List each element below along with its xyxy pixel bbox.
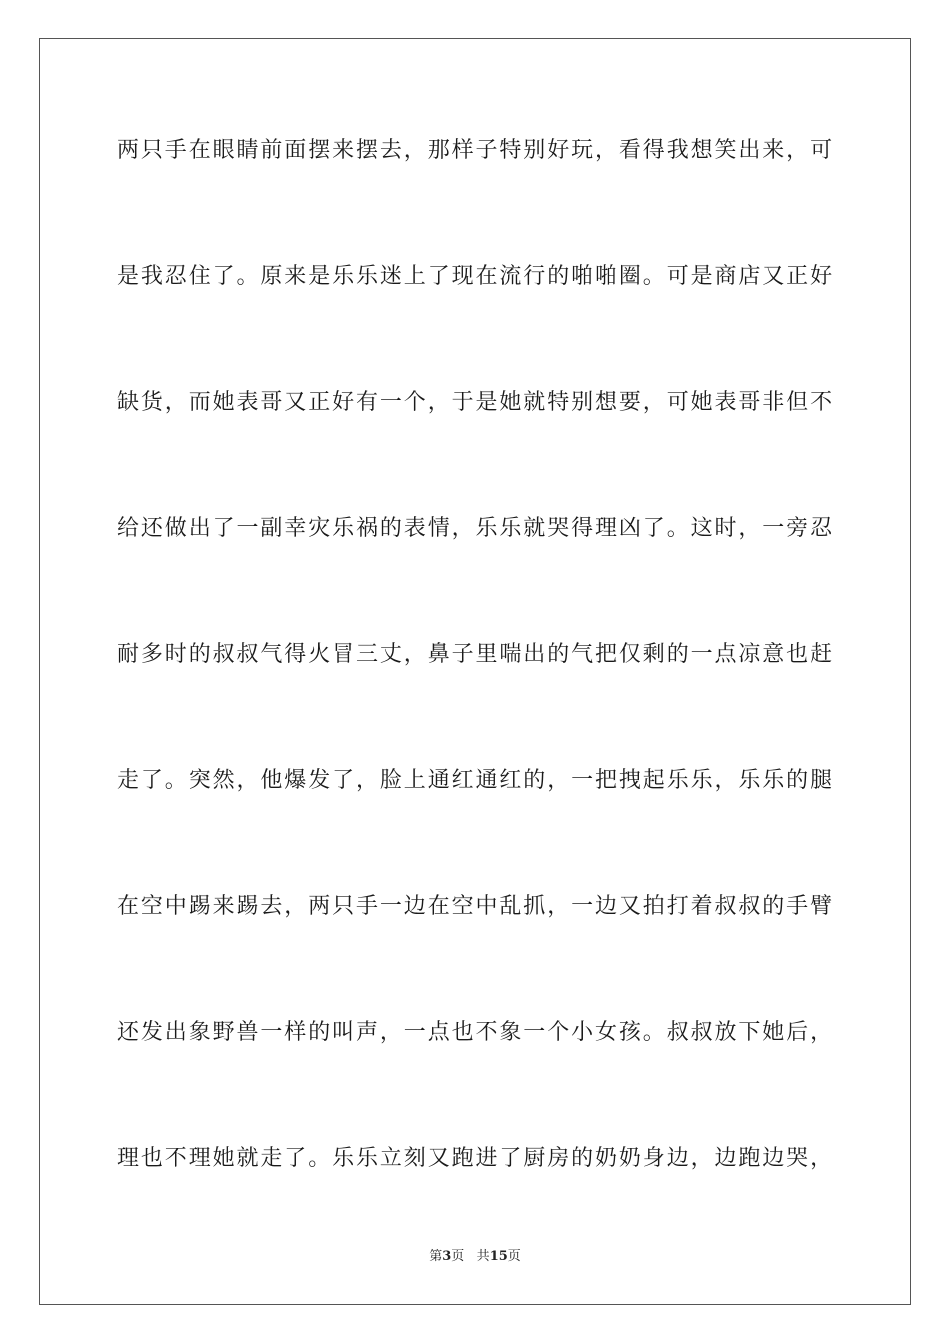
page-footer: [0, 1247, 950, 1267]
text-line: 在空中踢来踢去，两只手一边在空中乱抓，一边又拍打着叔叔的手臂: [117, 894, 833, 919]
page-suffix: 页: [451, 1249, 465, 1264]
page-prefix: 第: [429, 1249, 443, 1264]
text-line: 理也不理她就走了。乐乐立刻又跑进了厨房的奶奶身边，边跑边哭，: [117, 1146, 833, 1171]
text-line: 缺货，而她表哥又正好有一个，于是她就特别想要，可她表哥非但不: [117, 390, 833, 415]
body-text: [117, 128, 833, 1262]
total-prefix: 共: [476, 1249, 490, 1264]
text-line: 还发出象野兽一样的叫声，一点也不象一个小女孩。叔叔放下她后，: [117, 1020, 833, 1045]
text-line: 两只手在眼睛前面摆来摆去，那样子特别好玩，看得我想笑出来，可: [117, 138, 833, 163]
text-line: 给还做出了一副幸灾乐祸的表情，乐乐就哭得理凶了。这时，一旁忍: [117, 516, 833, 541]
total-suffix: 页: [507, 1249, 521, 1264]
page-number: 3: [442, 1249, 452, 1264]
text-line: 耐多时的叔叔气得火冒三丈，鼻子里喘出的气把仅剩的一点凉意也赶: [117, 642, 833, 667]
total-pages: 15: [489, 1249, 508, 1264]
text-line: 走了。突然，他爆发了，脸上通红通红的，一把拽起乐乐，乐乐的腿: [117, 768, 833, 793]
text-line: 是我忍住了。原来是乐乐迷上了现在流行的啪啪圈。可是商店又正好: [117, 264, 833, 289]
